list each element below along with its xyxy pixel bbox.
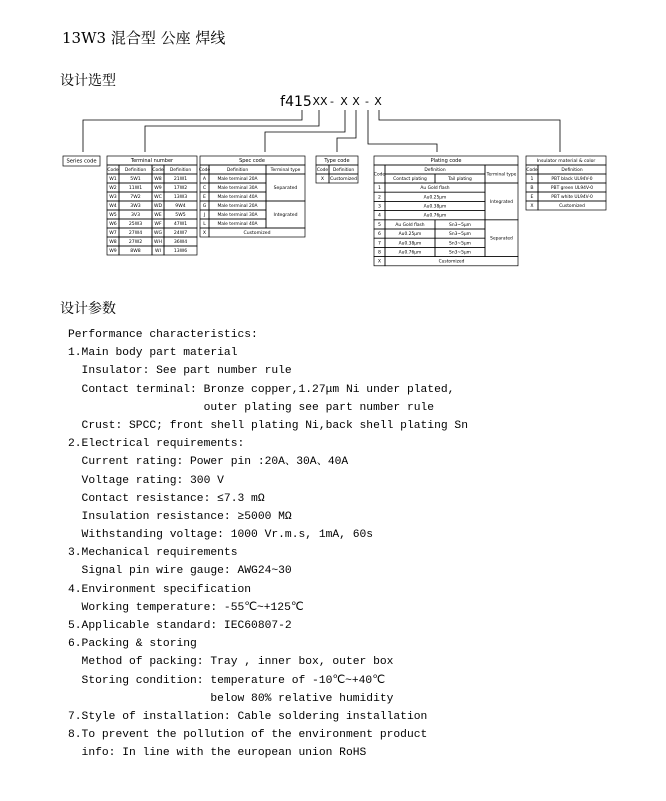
performance-line: 4.Environment specification xyxy=(68,583,252,596)
table-cell-text: X xyxy=(377,259,382,265)
column-header: Definition xyxy=(169,168,192,173)
performance-line: 8.To prevent the pollution of the environment product xyxy=(68,729,428,742)
table-cell-text: Male terminal 20A xyxy=(217,204,258,209)
column-header: Definition xyxy=(424,168,446,173)
column-header: Code xyxy=(152,168,164,173)
part-number-prefix: f415 xyxy=(280,94,312,110)
dash: - xyxy=(365,95,369,108)
connector-lines xyxy=(83,110,560,152)
performance-heading: Performance characteristics: xyxy=(68,329,258,341)
table-cell-text: 11W1 xyxy=(128,186,143,191)
column-header: Code xyxy=(526,168,538,173)
table-cell-text: 1 xyxy=(530,177,534,182)
series-code-header-label: Series code xyxy=(66,158,97,165)
table-cell-text: WG xyxy=(153,231,163,236)
group-label: Integrated xyxy=(273,213,298,218)
performance-line: Contact resistance: ≤7.3 mΩ xyxy=(68,492,265,505)
table-cell-text: PBT green UL94V-0 xyxy=(550,186,594,191)
terminal-code-field: XX xyxy=(312,95,328,108)
performance-line: Storing condition: temperature of -10℃~+40℃ xyxy=(68,674,385,687)
table-cell-text: W9 xyxy=(154,186,162,191)
table-cell-text: C xyxy=(202,186,207,191)
table-cell-text: W4 xyxy=(109,204,117,209)
column-header: Definition xyxy=(124,168,147,173)
performance-line: Method of packing: Tray , inner box, outer box xyxy=(68,656,394,669)
table-cell-text: WC xyxy=(154,195,162,200)
table-cell-text: Customized xyxy=(438,259,465,265)
performance-line: 3.Mechanical requirements xyxy=(68,547,238,560)
table-cell-text: A xyxy=(202,177,207,182)
table-cell-text: Au0.25μm xyxy=(398,232,422,238)
table-cell-text: 9W4 xyxy=(175,204,186,209)
table-cell-text: W8 xyxy=(109,240,117,245)
performance-line: 1.Main body part material xyxy=(68,347,238,360)
table-cell-text: J xyxy=(203,213,206,218)
plating-code-header-label: Plating code xyxy=(430,158,462,164)
code-tables xyxy=(63,156,606,266)
table-cell-text: WH xyxy=(154,240,162,245)
performance-line: Voltage rating: 300 V xyxy=(68,474,224,487)
column-header: Code xyxy=(316,168,329,173)
table-cell-text: Au0.76μm xyxy=(423,213,447,219)
table-cell-text: PBT white UL94V-0 xyxy=(551,195,593,200)
performance-line: Withstanding voltage: 1000 Vr.m.s, 1mA, 60s xyxy=(68,529,374,542)
table-cell-text: Au0.38μm xyxy=(423,204,447,210)
table-cell-text: B xyxy=(530,186,534,191)
performance-line: Insulation resistance: ≥5000 MΩ xyxy=(68,510,292,523)
table-cell-text: Au Gold flash xyxy=(395,222,425,228)
table-cell-text: X xyxy=(202,231,207,236)
table-cell-text: W6 xyxy=(109,222,117,227)
table-cell-text: Au0.38μm xyxy=(398,241,422,247)
table-cell-text: E xyxy=(203,195,206,200)
table-cell-text: 8W8 xyxy=(130,249,141,254)
type-code-header-label: Type code xyxy=(324,158,350,164)
table-cell-text: X xyxy=(320,177,325,182)
table-cell-text: 5W5 xyxy=(175,213,186,218)
table-cell-text: W2 xyxy=(109,186,117,191)
page-title: 13W3 混合型 公座 焊线 xyxy=(62,29,226,47)
table-cell-text: WD xyxy=(153,204,163,209)
table-cell-text: Sn3~5μm xyxy=(449,232,471,238)
table-cell-text: W1 xyxy=(109,177,117,182)
column-header: Contact plating xyxy=(393,177,427,182)
part-number-code xyxy=(280,94,382,110)
connector-line xyxy=(368,110,437,152)
table-cell-text: W8 xyxy=(154,177,162,182)
table-cell-text: 8 xyxy=(378,250,381,256)
table-cell-text: E xyxy=(530,195,534,200)
table-cell-text: 21W1 xyxy=(173,177,188,182)
group-label: Separated xyxy=(490,236,513,242)
table-cell-text: 36W4 xyxy=(173,240,188,245)
table-cell-text: G xyxy=(202,204,207,209)
dash: - xyxy=(330,95,334,108)
table-cell-text: 47W1 xyxy=(173,222,188,227)
column-header: Code xyxy=(107,168,119,173)
type-code-field: X xyxy=(352,95,360,108)
table-cell-text: 27W4 xyxy=(128,231,143,236)
table-cell-text: L xyxy=(203,222,206,227)
performance-line: Contact terminal: Bronze copper,1.27μm Ni under plated, xyxy=(68,383,455,396)
table-cell-text: Male terminal 40A xyxy=(217,222,258,227)
column-header: Code xyxy=(373,172,386,178)
table-cell-text: 13W6 xyxy=(173,249,188,254)
group-label: Separated xyxy=(273,186,298,191)
performance-line: Crust: SPCC; front shell plating Ni,back shell plating Sn xyxy=(68,419,468,432)
table-cell-text: Male terminal 20A xyxy=(217,177,258,182)
table-cell-text: WE xyxy=(154,213,162,218)
table-cell-text: Au Gold flash xyxy=(420,186,450,192)
table-cell-text: 2 xyxy=(378,195,381,201)
table-cell-text: Customized xyxy=(329,177,358,182)
part-number-diagram xyxy=(60,90,620,295)
table-cell-text: PBT black UL94V-0 xyxy=(551,177,593,182)
section-heading-parameters: 设计参数 xyxy=(60,301,116,317)
table-cell-text: 25W3 xyxy=(128,222,143,227)
column-header: Terminal type xyxy=(486,172,517,178)
plating-code-field: X xyxy=(374,95,382,108)
table-cell-text: W9 xyxy=(109,249,117,254)
table-cell-text: Customized xyxy=(559,204,585,209)
performance-line: 7.Style of installation: Cable soldering installation xyxy=(68,710,428,723)
connector-line xyxy=(379,110,560,152)
table-cell-text: 7W2 xyxy=(130,195,141,200)
table-cell-text: 1 xyxy=(378,186,381,192)
table-cell-text: Au0.25μm xyxy=(423,195,447,201)
table-cell-text: Au0.76μm xyxy=(398,250,422,256)
column-header: Terminal type xyxy=(270,168,301,173)
table-cell-text: WF xyxy=(154,222,162,227)
table-cell-text: W7 xyxy=(109,231,117,236)
performance-line: 6.Packing & storing xyxy=(68,638,197,651)
insulator-header-label: Insulator material & color xyxy=(536,159,596,164)
table-cell-text: 3 xyxy=(378,204,381,210)
table-cell-text: Sn3~5μm xyxy=(449,241,471,247)
table-cell-text: 7 xyxy=(378,241,381,247)
performance-line: Signal pin wire gauge: AWG24~30 xyxy=(68,565,292,578)
table-cell-text: 3W3 xyxy=(130,204,141,209)
connector-line xyxy=(145,110,319,152)
performance-line: below 80% relative humidity xyxy=(68,692,394,705)
connector-line xyxy=(337,110,356,152)
table-cell-text: 3V3 xyxy=(131,213,140,218)
table-cell-text: 5W1 xyxy=(130,177,141,182)
performance-line: 2.Electrical requirements: xyxy=(68,438,245,451)
column-header: Code xyxy=(198,168,211,173)
performance-line: info: In line with the european union RoHS xyxy=(68,747,367,760)
table-cell-text: 6 xyxy=(378,232,381,238)
terminal-number-header-label: Terminal number xyxy=(130,158,174,164)
connector-line xyxy=(265,110,345,152)
performance-line: Working temperature: -55℃~+125℃ xyxy=(68,601,304,614)
table-cell-text: W5 xyxy=(109,213,117,218)
table-cell-text: 5 xyxy=(378,222,381,228)
table-cell-text: 4 xyxy=(378,213,381,219)
table-cell-text: Male terminal 40A xyxy=(217,195,258,200)
connector-line xyxy=(83,110,302,152)
column-header: Definition xyxy=(561,168,583,173)
performance-line: 5.Applicable standard: IEC60807-2 xyxy=(68,620,292,632)
table-cell-text: Male terminal 30A xyxy=(217,186,258,191)
table-cell-text: Customized xyxy=(243,231,271,236)
performance-line: Insulator: See part number rule xyxy=(68,365,292,378)
table-cell-text: X xyxy=(530,204,534,209)
column-header: Tail plating xyxy=(448,177,472,182)
table-cell-text: Male terminal 30A xyxy=(217,213,258,218)
table-cell-text: Sn3~5μm xyxy=(449,250,471,256)
table-cell-text: WI xyxy=(155,249,161,254)
spec-code-field: X xyxy=(340,95,348,108)
table-cell-text: 13W3 xyxy=(173,195,188,200)
column-header: Definition xyxy=(332,168,355,173)
spec-code-header-label: Spec code xyxy=(239,158,265,164)
table-cell-text: Sn3~5μm xyxy=(449,222,471,228)
performance-line: outer plating see part number rule xyxy=(68,401,435,414)
column-header: Definition xyxy=(226,168,249,173)
table-cell-text: 24W7 xyxy=(173,231,188,236)
section-heading-selection: 设计选型 xyxy=(60,73,116,89)
group-label: Integrated xyxy=(490,199,513,205)
table-cell-text: 17W2 xyxy=(173,186,188,191)
table-cell-text: W3 xyxy=(109,195,117,200)
table-cell-text: 27W2 xyxy=(128,240,143,245)
performance-line: Current rating: Power pin :20A、30A、40A xyxy=(68,456,349,469)
performance-characteristics xyxy=(68,326,468,763)
